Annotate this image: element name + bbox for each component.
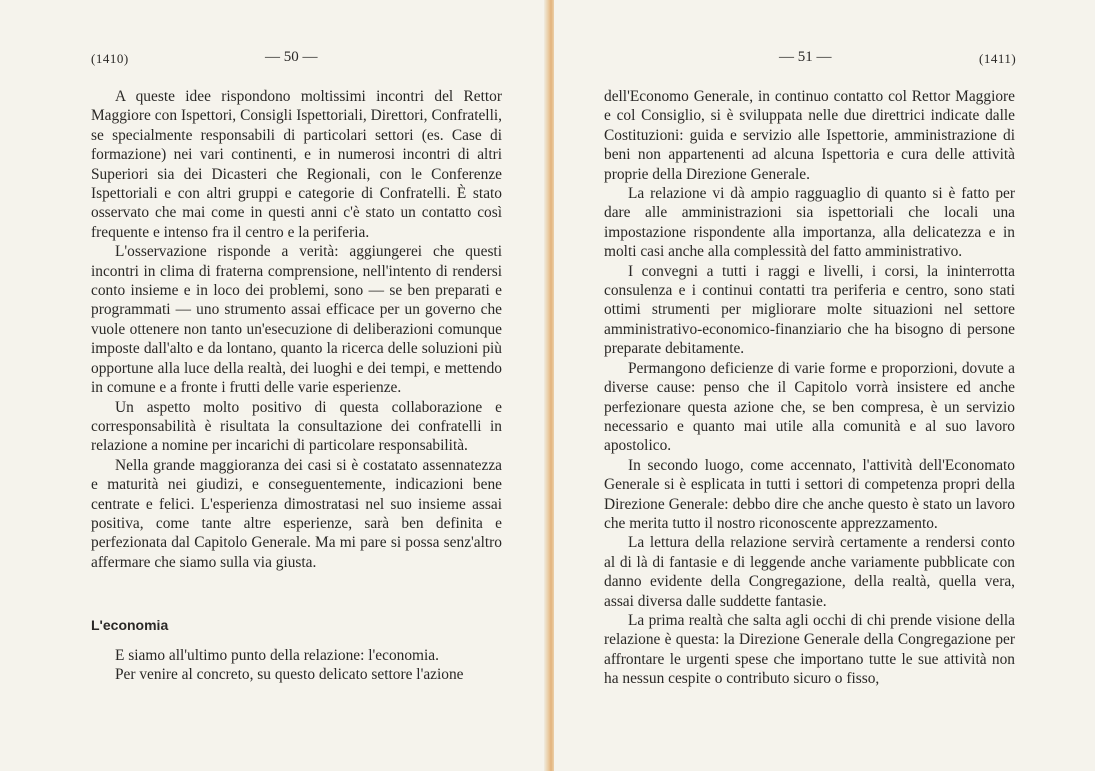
paragraph: La lettura della relazione servirà certamente a rendersi conto al di là di fantasie e di leggende anche variamente pubblicate con danno evidente della Congregazione, della realtà, quella vera, assai diversa dalle suddette fantasie. (604, 534, 1015, 610)
section-body-text (91, 646, 502, 685)
right-body-text (604, 87, 1015, 689)
right-page (554, 0, 1095, 771)
paragraph: La relazione vi dà ampio ragguaglio di quanto si è fatto per dare alle amministrazioni sia ispettoriali che locali una impostazione rispondente alla importanza, alla delicatezza e in molti casi anche alla complessità del fatto amministrativo. (604, 185, 1015, 261)
paragraph: L'osservazione risponde a verità: aggiungerei che questi incontri in clima di fraterna comprensione, nell'intento di rendersi conto insieme e in loco dei problemi, sono — se ben preparati e programmati — uno strumento assai efficace per un governo che vuole ottenere non tanto un'esecuzione di deliberazioni comunque imposte dall'alto e da lontano, quanto la ricerca delle soluzioni più opportune alla luce della realtà, dei luoghi e dei tempi, e mettendo in comune e a fronte i frutti delle varie esperienze. (91, 243, 502, 397)
paragraph: E siamo all'ultimo punto della relazione: l'economia. (115, 647, 439, 664)
left-folio: — 50 — (265, 49, 318, 65)
paragraph: dell'Economo Generale, in continuo contatto col Rettor Maggiore e col Consiglio, si è sviluppata nelle due direttrici indicate dalle Costituzioni: guida e servizio alle Ispettorie, amministrazione di beni non appartenenti ad alcuna Ispettoria e cura delle attività proprie della Direzione Generale. (604, 88, 1015, 183)
paragraph: Nella grande maggioranza dei casi si è costatato assennatezza e maturità nei giudizi, e conseguentemente, indicazioni bene centrate e felici. L'esperienza dimostratasi nel suo insieme assai positiva, come tante altre esperienze, sarà ben definita e perfezionata dal Capitolo Generale. Ma mi pare si possa senz'altro affermare che siamo sulla via giusta. (91, 456, 502, 571)
section-heading: L'economia (91, 617, 169, 633)
left-body-text (91, 87, 502, 572)
right-running-head: (1411) (979, 51, 1017, 66)
paragraph: La prima realtà che salta agli occhi di chi prende visione della relazione è questa: la Direzione Generale della Congregazione per affrontare le urgenti spese che importano tutte le sue attività non ha nessun cespite o contributo sicuro o fisso, (604, 611, 1015, 688)
right-folio: — 51 — (779, 49, 832, 65)
paragraph: In secondo luogo, come accennato, l'attività dell'Economato Generale si è esplicata in tutti i settori di competenza propri della Direzione Generale: debbo dire che anche questo è stato un lavoro che merita tutto il nostro riconoscente apprezzamento. (604, 456, 1015, 532)
paragraph: I convegni a tutti i raggi e livelli, i corsi, la ininterrotta consulenza e i continui contatti tra periferia e centro, sono stati ottimi strumenti per migliorare molte situazioni nel settore amministrativo-economico-finanziario che ha bisogno di persone preparate debitamente. (604, 262, 1015, 358)
paragraph: Un aspetto molto positivo di questa collaborazione e corresponsabilità è risultata la consultazione dei confratelli in relazione a nomine per incarichi di particolare responsabilità. (91, 398, 502, 455)
paragraph: Per venire al concreto, su questo delicato settore l'azione (115, 666, 464, 684)
paragraph: Permangono deficienze di varie forme e proporzioni, dovute a diverse cause: penso che il Capitolo vorrà insistere ed anche perfezionare questa azione che, se ben compresa, è un servizio necessario e quanto mai utile alla comunità e al suo lavoro apostolico. (604, 359, 1015, 455)
left-running-head: (1410) (91, 51, 129, 66)
paragraph: A queste idee rispondono moltissimi incontri del Rettor Maggiore con Ispettori, Consigli Ispettoriali, Direttori, Confratelli, se specialmente responsabili di particolari settori (es. Case di formazione) nei vari continenti, e in numerosi incontri di altri Superiori sia dei Dicasteri che Regionali, con le Conferenze Ispettoriali e con altri gruppi e categorie di Confratelli. È stato osservato che mai come in questi anni c'è stato un contatto così frequente e intenso fra il centro e la periferia. (91, 88, 502, 241)
